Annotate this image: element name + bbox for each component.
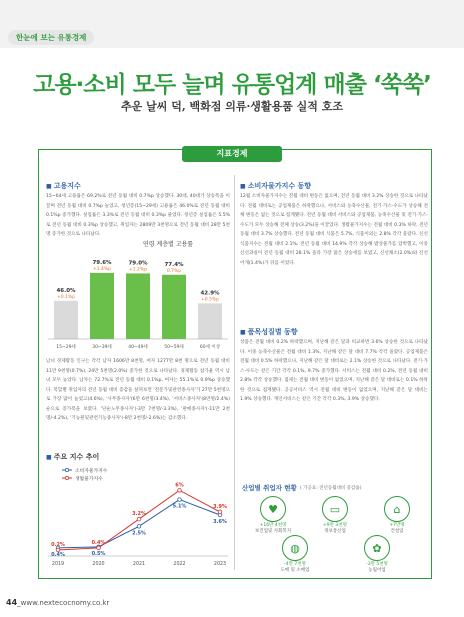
bar-category-label: 15~29세 — [56, 345, 76, 350]
data-label: 3.6% — [213, 518, 227, 525]
data-label: 3.9% — [213, 503, 227, 510]
industry-card-agri — [352, 535, 402, 574]
data-label: 5.1% — [172, 503, 187, 510]
right-para1: 12월 소비자물가지수는 전월 대비 변동은 없으며, 전년 동월 대비 3.2% 상승한 것으로 나타났다. 전월 대비로는 공업제품은 하락했으나, 서비스와 농축수산물, 전기·가스·수도가 상승해 전체 변동은 없는 것으로 집계됐다. 전년 동월 대비 서비스와 공업제품, 농축수산물 및 전기·가스·수도가 모두 상승해 전체 상승(3.2%)을 이끌었다. 생활물가지수는 전월 대비 0.3% 하락, 전년 동월 대비 3.7% 상승했다. 전년 동월 대비 식품은 5.7%, 식품이외는 2.8% 각각 올랐다. 신선식품지수는 전월 대비 2.1%, 전년 동월 대비 14.9% 각각 상승해 밥상물가를 압박했고, 이중 신선과실이 전년 동월 대비 28.1% 올라 가장 많은 상승세를 보였고, 신선채소(2.0%)와 신선어개(1.4%)가 뒤를 이었다. — [240, 194, 428, 266]
column-divider — [234, 175, 235, 570]
series-point — [137, 524, 141, 528]
legend-marker — [65, 476, 68, 479]
data-label: 0.2% — [51, 541, 65, 548]
industry-value: -3만 5천명 — [366, 562, 388, 567]
data-label: 3.2% — [132, 511, 146, 518]
data-label: 0.4% — [51, 551, 65, 558]
x-tick-label: 2022 — [173, 562, 186, 567]
heart-icon: ♥ — [260, 496, 286, 522]
industry-label: 도매 및 소매업 — [280, 568, 310, 573]
age-employment-chart — [44, 236, 230, 351]
line-chart-svg — [44, 462, 230, 577]
chart-title: 연령 계층별 고용률 — [142, 241, 194, 248]
bar-value-label: 79.0% — [128, 260, 148, 267]
data-label: 0.5% — [91, 550, 106, 557]
crane-icon: ⌂ — [384, 496, 410, 522]
bar — [198, 303, 222, 339]
data-label: 6% — [175, 482, 184, 489]
series-line — [58, 500, 220, 548]
box-tab: 지표경제 — [182, 146, 282, 162]
bar-category-label: 50~59세 — [164, 345, 184, 350]
laptop-icon: ▭ — [322, 496, 348, 522]
bar-value-label: 42.9% — [200, 290, 220, 297]
data-label: 2.5% — [132, 530, 146, 537]
series-point — [218, 510, 222, 514]
bar-change-label: +0.5%p — [200, 297, 220, 303]
index-trend-chart — [44, 462, 230, 577]
tractor-icon: ✿ — [364, 535, 390, 561]
industry-card-ict — [310, 496, 360, 535]
bar-change-label: +0.1%p — [56, 294, 76, 300]
series-point — [178, 498, 182, 502]
bar-change-label: 0.7%p — [166, 268, 182, 274]
series-point — [137, 517, 141, 521]
industry-label: 농림어업 — [368, 568, 386, 573]
industry-value: -4만 7천명 — [284, 562, 306, 567]
data-label: 0.4% — [91, 539, 106, 546]
industry-label: 건설업 — [390, 529, 404, 534]
bar — [90, 273, 114, 339]
bar-category-label: 40~49세 — [128, 345, 148, 350]
industry-value: +16만 4천명 — [259, 523, 287, 528]
industry-card-health — [248, 496, 298, 535]
series-point — [178, 488, 182, 492]
industry-card-retail — [270, 535, 320, 574]
x-tick-label: 2020 — [92, 562, 105, 567]
industry-value: +7만명 — [389, 523, 405, 528]
footer-url: _www.nextecocnomy.co.kr — [17, 599, 110, 607]
legend-marker — [65, 468, 68, 471]
left-heading: ■ 고용지수 — [46, 181, 81, 191]
bar-change-label: +1.4%p — [92, 266, 112, 272]
bar-change-label: +1.2%p — [128, 267, 148, 273]
left-para1: 15~64세 고용률은 69.2%로 전년 동월 대비 0.7%p 상승했다. 30대, 40대가 상승폭을 이끌며 전년 동월 대비 0.7%p 늘었고, 청년층(15~29세) 고용률은 46.0%로 전년 동월 대비 0.1%p 증가했다. 실업률은 3.3%로 전년 동월 대비 0.3%p 줄었다. 청년층 실업률은 5.5%로 전년 동월 대비 0.3%p 상승했고, 취업자는 2809만 3천명으로 전년 동월 대비 28만 5천 명 증가한 것으로 나타났다. — [46, 194, 230, 236]
bar — [162, 275, 186, 339]
industry-value: +9만 3천명 — [323, 523, 347, 528]
info-title: 산업별 취업자 현황 — [242, 484, 297, 492]
page-number: 44 — [6, 598, 18, 607]
legend-label: 소비자물가지수 — [75, 469, 108, 474]
right-heading2: ■ 품목성질별 동향 — [240, 327, 298, 337]
left-para2: 남녀 경제활동 인구는 각각 남자 1606만 8천명, 여자 1277만 8천 명으로 전년 동월 대비 11만 9천명(0.7%), 24만 5천명(2.0%) 증가한 것으로 나타났다. 경제활동 참가율 역시 남녀 모두 높았다. 남자는 72.7%로 전년 동월 대비 0.1%p, 여자는 55.1%로 0.9%p 상승했다. 복합별 취업자의 전년 동월 대비 증감을 살펴보면 '전문가및관련종사자'가 27만 5천명으로 가장 많이 늘었고(4.6%), '사무종사자'(6만 6천명/3.4%), '서비스종사자'(8만명/2.4%) 순으로 증가폭을 보였다. '단순노무종사자'(-3만 7천명/-3.3%), '판매종사자'(-11만 2천명/-4.2%), '기능원및관련기능종사자'(-8만 2천명/-2.6%)는 감소했다. — [46, 359, 230, 421]
bar-category-label: 30~39세 — [92, 345, 112, 350]
series-point — [97, 546, 101, 550]
industry-label: 보건업및 사회복지 — [254, 529, 292, 534]
series-point — [56, 548, 60, 552]
section-tag: 한눈에 보는 유통경제 — [8, 30, 94, 45]
bar — [126, 273, 150, 339]
footer — [6, 598, 109, 607]
right-para2: 상품은 전월 대비 0.2% 하락했으며, 지난해 같은 달과 비교하면 3.6% 상승한 것으로 나타났다. 이중 농축수산물은 전월 대비 1.3%, 지난해 같은 달 대비 7.7% 각각 올랐다. 공업제품은 전월 대비 0.5% 하락했으나, 지난해 같은 달 대비로는 2.1% 상승한 것으로 나타났다. 전기·가스·수도는 같은 기간 각각 0.1%, 9.7% 증가했다. 서비스는 전월 대비 0.2%, 전년 동월 대비 2.8% 각각 상승했다. 집세는 전월 대비 변동이 없었으며, 지난해 같은 달 대비로는 0.1% 하락한 것으로 집계됐다. 공공서비스 역시 전월 대비 변동이 없었으며, 지난해 같은 달 대비는 1.9% 상승했다. 개인서비스는 같은 기간 각각 0.3%, 3.9% 상승했다. — [240, 340, 428, 402]
bar-category-label: 60세 이상 — [199, 345, 221, 350]
industry-card-construction — [372, 496, 422, 535]
subhead: 추운 날씨 덕, 백화점 의류·생활용품 실적 호조 — [121, 100, 343, 113]
bar-value-label: 46.0% — [56, 287, 76, 294]
right-heading: ■ 소비자물가지수 동향 — [240, 181, 311, 191]
industry-label: 정보통신업 — [324, 529, 346, 534]
cart-icon: ◍ — [282, 535, 308, 561]
index-chart-title: ■ 주요 지수 추이 — [46, 452, 99, 462]
x-tick-label: 2023 — [213, 562, 227, 567]
bar-chart-svg — [44, 236, 230, 351]
legend-label: 생활물가지수 — [75, 477, 103, 482]
bar-value-label: 77.4% — [164, 261, 184, 268]
info-note: ( 가공표: 전년동월대비 증감률) — [300, 486, 362, 491]
bar — [54, 301, 78, 339]
x-tick-label: 2019 — [51, 562, 65, 567]
headline: 고용·소비 모두 늘며 유통업계 매출 ‘쑥쑥’ — [33, 72, 431, 98]
x-tick-label: 2021 — [132, 562, 146, 567]
bar-value-label: 79.6% — [92, 259, 112, 266]
